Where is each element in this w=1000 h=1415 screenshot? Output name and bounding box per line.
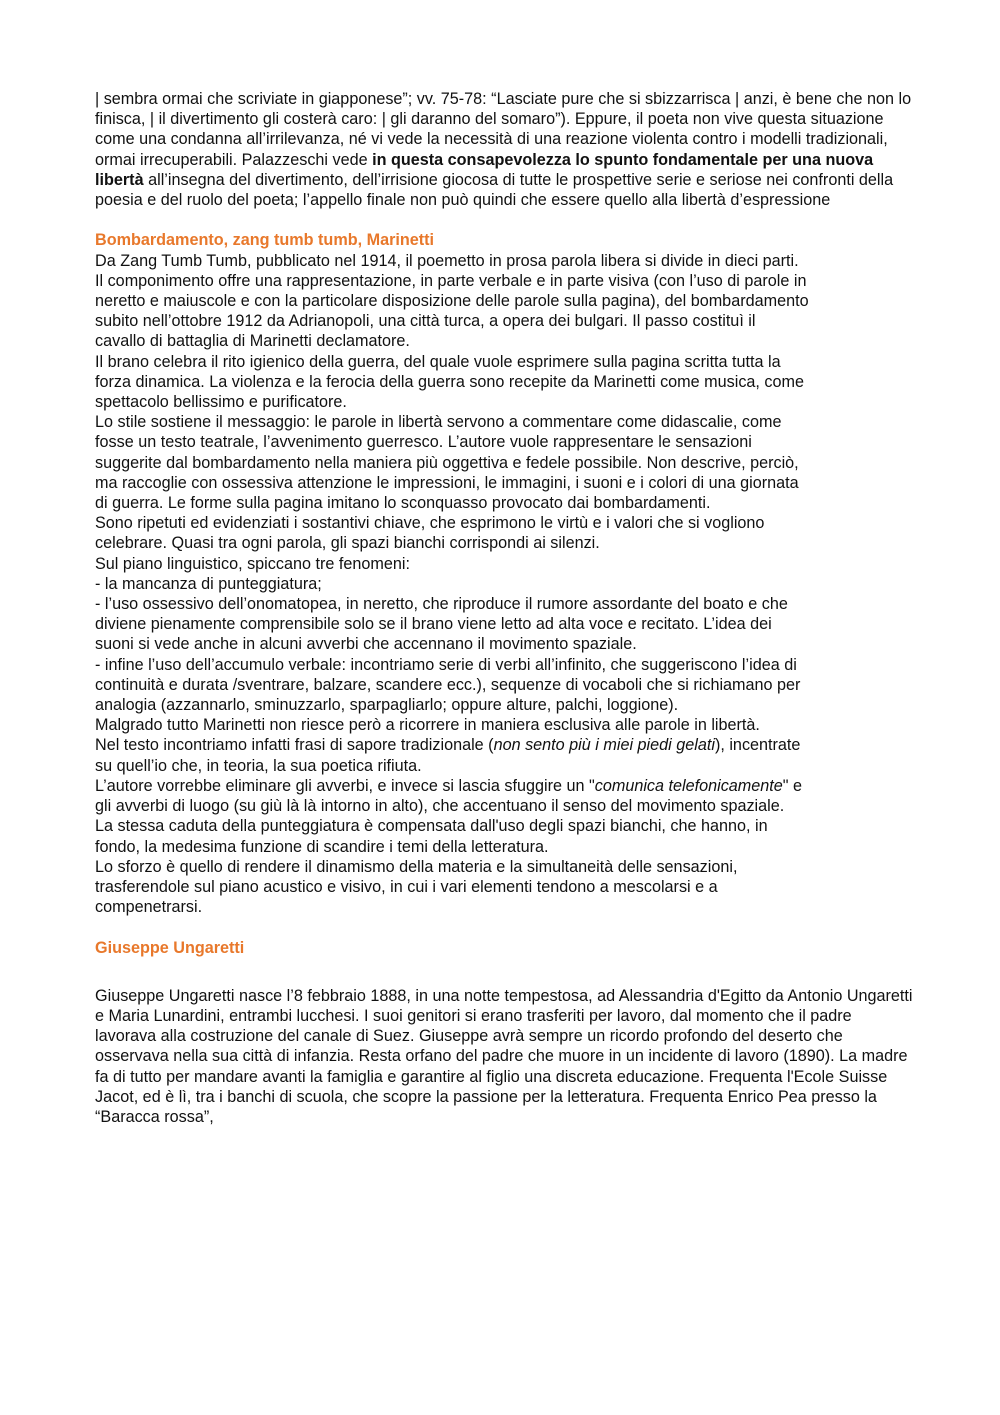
- section-heading-bombardamento: Bombardamento, zang tumb tumb, Marinetti: [95, 231, 435, 250]
- paragraph: Lo stile sostiene il messaggio: le parole in libertà servono a commentare come didascalie, come fosse un testo teatrale, l’avvenimento guerresco. L’autore vuole rappresentare le sensazioni suggerite dal bombardamento nella maniera più oggettiva e fedele possibile. Non descrive, perciò, ma raccoglie con ossessiva attenzione le impressioni, le immagini, i suoni e i colori di una giornata di guerra. Le forme sulla pagina imitano lo sconquasso provocato dai bombardamenti.: [95, 413, 799, 513]
- paragraph: Lo sforzo è quello di rendere il dinamismo della materia e la simultaneità delle sensazioni, trasferendole sul piano acustico e visivo, in cui i vari elementi tendono a mescolarsi e a compenetrarsi.: [95, 857, 738, 917]
- intro-text-start: | sembra ormai che scriviate in giapponese”; vv. 75-78: “Lasciate pure che si sbizzarrisca | anzi, è bene che non lo finisca, | il divertimento gli costerà caro: | gli daranno del somaro”). Eppure, il poeta non vive questa situazione come una condanna all’irrilevanza, né vi vede la necessità di una reazione violenta contro i modelli tradizionali, ormai irrecuperabili. Palazzeschi vede: [95, 90, 912, 169]
- italic-quote: comunica telefonicamente: [594, 776, 783, 795]
- intro-text-end: all’insegna del divertimento, dell’irrisione giocosa di tutte le prospettive serie e seriose nei confronti della poesia e del ruolo del poeta; l’appello finale non può quindi che essere quello alla libertà d’espressione: [95, 170, 894, 210]
- list-item: - l’uso ossessivo dell’onomatopea, in neretto, che riproduce il rumore assordante del boato e che diviene pienamente comprensibile solo se il brano viene letto ad alta voce e recitato. L’idea dei suoni si vede anche in alcuni avverbi che accennano il movimento spaziale.: [95, 595, 788, 654]
- paragraph-ungaretti-bio: Giuseppe Ungaretti nasce l’8 febbraio 1888, in una notte tempestosa, ad Alessandria d'Egitto da Antonio Ungaretti e Maria Lunardini, entrambi lucchesi. I suoi genitori si erano trasferiti per lavoro, dal momento che il padre lavorava alla costruzione del canale di Suez. Giuseppe avrà sempre un ricordo profondo del deserto che osservava nella sua città di infanzia. Resta orfano del padre che muore in un incidente di lavoro (1890). La madre fa di tutto per mandare avanti la famiglia e garantire al figlio una discreta educazione. Frequenta l'Ecole Suisse Jacot, ed è lì, tra i banchi di scuola, che scopre la passione per la letteratura. Frequenta Enrico Pea presso la “Baracca rossa”,: [95, 986, 913, 1126]
- section-body-bombardamento: [95, 251, 810, 918]
- paragraph: Sul piano linguistico, spiccano tre fenomeni:: [95, 554, 410, 573]
- paragraph-adverbs: L’autore vorrebbe eliminare gli avverbi, e invece si lascia sfuggire un "comunica telefonicamente" e gli avverbi di luogo (su giù là là intorno in alto), che accentuano il senso del movimento spaziale.: [95, 776, 803, 816]
- paragraph: Il brano celebra il rito igienico della guerra, del quale vuole esprimere sulla pagina scritta tutta la forza dinamica. La violenza e la ferocia della guerra sono recepite da Marinetti come musica, come spettacolo bellissimo e purificatore.: [95, 352, 805, 412]
- paragraph-traditional: Nel testo incontriamo infatti frasi di sapore tradizionale (non sento più i miei piedi gelati), incentrate su quell’io che, in teoria, la sua poetica rifiuta.: [95, 736, 801, 775]
- document-page: [95, 89, 915, 1127]
- intro-paragraph: [95, 89, 915, 210]
- paragraph: Sono ripetuti ed evidenziati i sostantivi chiave, che esprimono le virtù e i valori che si vogliono celebrare. Quasi tra ogni parola, gli spazi bianchi corrispondi ai silenzi.: [95, 514, 765, 553]
- paragraph: La stessa caduta della punteggiatura è compensata dall'uso degli spazi bianchi, che hanno, in fondo, la medesima funzione di scandire i temi della letteratura.: [95, 817, 768, 856]
- list-item: - la mancanza di punteggiatura;: [95, 574, 322, 593]
- list-item: - infine l’uso dell’accumulo verbale: incontriamo serie di verbi all’infinito, che suggeriscono l’idea di continuità e durata /sventrare, balzare, scandere ecc.), sequenze di vocaboli che si richiamano per analogia (azzannarlo, sminuzzarlo, sparpagliarlo; oppure alture, palchi, loggione).: [95, 655, 801, 715]
- intro-bold-text: in questa consapevolezza lo spunto fondamentale per una nuova libertà: [95, 150, 874, 189]
- paragraph: Da Zang Tumb Tumb, pubblicato nel 1914, il poemetto in prosa parola libera si divide in dieci parti.: [95, 251, 799, 270]
- paragraph: Malgrado tutto Marinetti non riesce però a ricorrere in maniera esclusiva alle parole in libertà.: [95, 716, 760, 735]
- paragraph: Il componimento offre una rappresentazione, in parte verbale e in parte visiva (con l’uso di parole in neretto e maiuscole e con la particolare disposizione delle parole sulla pagina), del bombardamento subito nell’ottobre 1912 da Adrianopoli, una città turca, a opera dei bulgari. Il passo costituì il cavallo di battaglia di Marinetti declamatore.: [95, 271, 809, 351]
- italic-quote: non sento più i miei piedi gelati: [493, 736, 715, 755]
- section-heading-ungaretti: Giuseppe Ungaretti: [95, 938, 245, 957]
